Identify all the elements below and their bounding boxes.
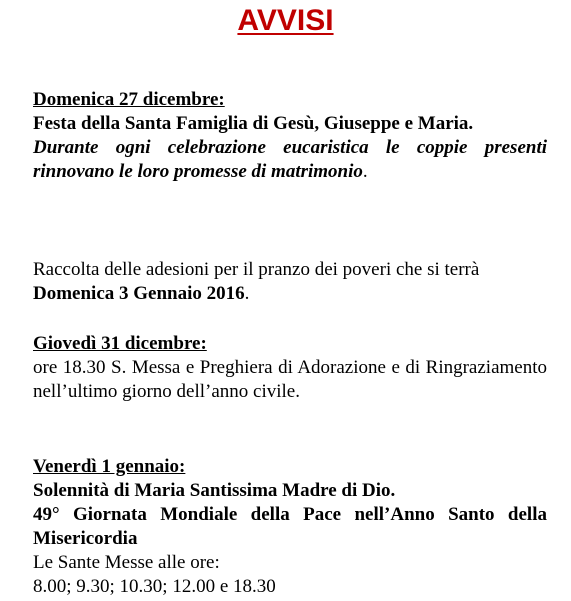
- notice-lunch: [33, 258, 547, 306]
- peace-day-line: 49° Giornata Mondiale della Pace nell’Anno Santo della Misericordia: [33, 504, 547, 549]
- notice-heading: Giovedì 31 dicembre:: [33, 333, 207, 354]
- notice-friday-1: [33, 455, 547, 599]
- couples-note: Durante ogni celebrazione eucaristica le coppie presenti rinnovano le loro promesse di matrimonio: [33, 137, 547, 182]
- lunch-text-end: .: [244, 283, 250, 304]
- masses-times: 8.00; 9.30; 10.30; 12.00 e 18.30: [33, 576, 276, 597]
- notice-sunday-27: [33, 88, 547, 184]
- page-title: AVVISI: [237, 4, 334, 37]
- notice-text: [33, 258, 547, 306]
- notice-text: ore 18.30 S. Messa e Preghiera di Adorazione e di Ringraziamento nell’ultimo giorno dell’anno civile.: [33, 357, 547, 402]
- feast-name: Festa della Santa Famiglia di Gesù, Giuseppe e Maria.: [33, 113, 474, 134]
- notice-heading: Venerdì 1 gennaio:: [33, 456, 186, 477]
- couples-note-end: .: [362, 161, 368, 182]
- lunch-text: Raccolta delle adesioni per il pranzo dei poveri che si terrà: [33, 259, 480, 280]
- notice-heading: Domenica 27 dicembre:: [33, 89, 225, 110]
- notice-thursday-31: [33, 332, 547, 404]
- solemnity-line: Solennità di Maria Santissima Madre di Dio.: [33, 480, 396, 501]
- masses-label: Le Sante Messe alle ore:: [33, 552, 220, 573]
- notice-text: [33, 136, 547, 184]
- lunch-date: Domenica 3 Gennaio 2016: [33, 283, 245, 304]
